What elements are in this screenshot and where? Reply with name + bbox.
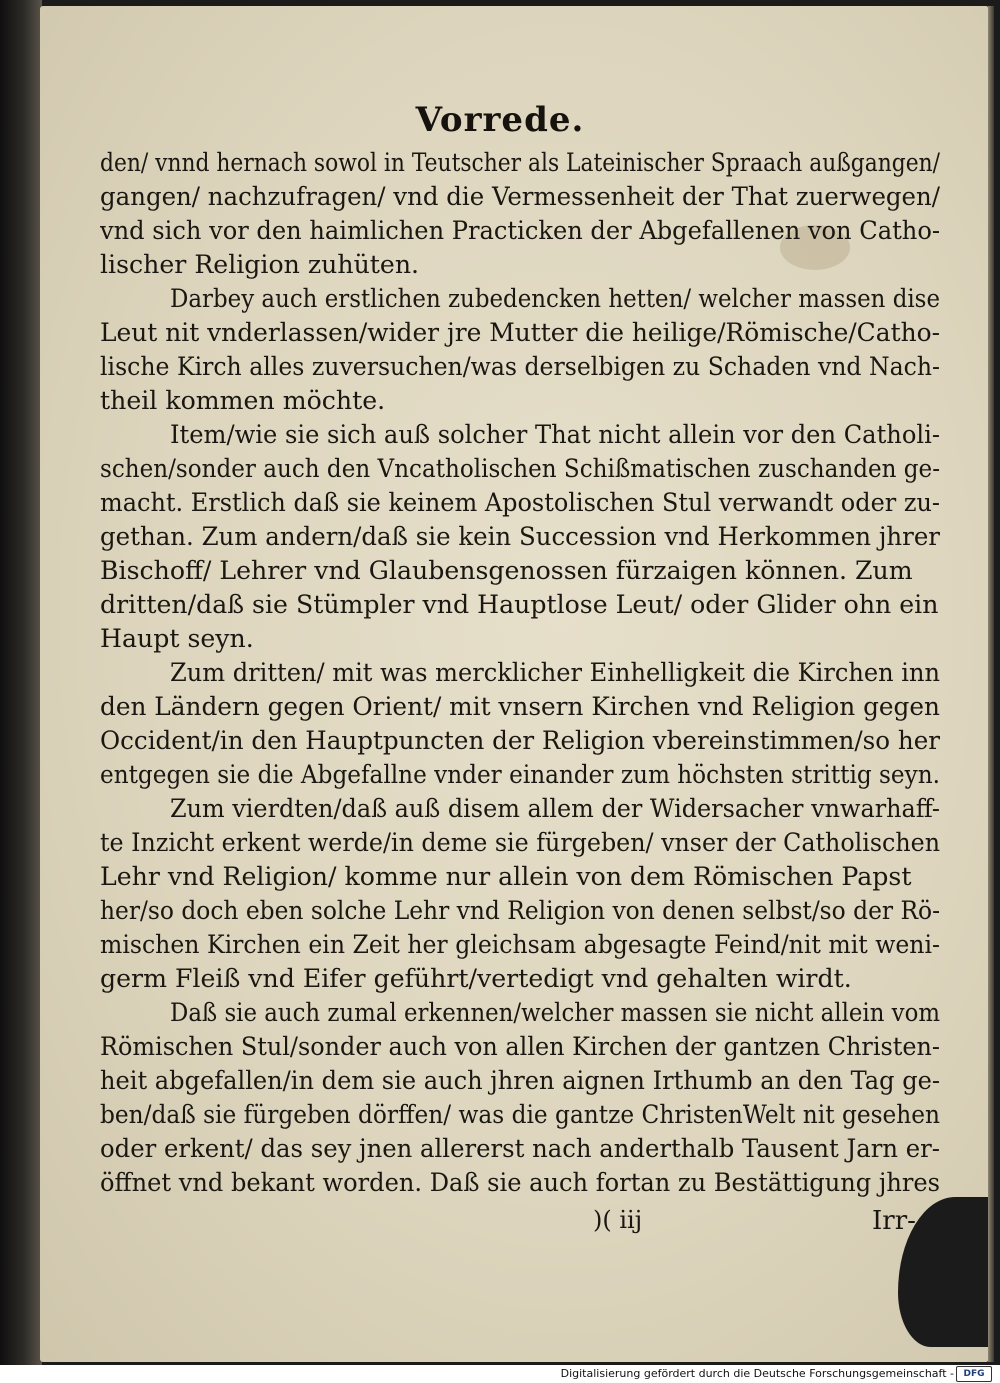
text-line: macht. Erstlich daß sie keinem Apostolischen Stul verwandt oder zu- [100, 488, 940, 517]
text-line: ben/daß sie fürgeben dörffen/ was die gantze ChristenWelt nit gesehen [100, 1100, 940, 1129]
text-line: gethan. Zum andern/daß sie kein Succession vnd Herkommen jhrer [100, 522, 940, 551]
text-line: Leut nit vnderlassen/wider jre Mutter die heilige/Römische/Catho- [100, 318, 940, 347]
text-line: Occident/in den Hauptpuncten der Religion vbereinstimmen/so her [100, 726, 940, 755]
text-line: mischen Kirchen ein Zeit her gleichsam abgesagte Feind/nit mit weni- [100, 930, 940, 959]
text-line: den Ländern gegen Orient/ mit vnsern Kirchen vnd Religion gegen [100, 692, 940, 721]
signature-mark: )( iij [593, 1206, 643, 1234]
text-line: Zum vierdten/daß auß disem allem der Widersacher vnwarhaff- [170, 794, 940, 823]
text-line: vnd sich vor den haimlichen Practicken der Abgefallenen von Catho- [100, 216, 940, 245]
text-line: Zum dritten/ mit was mercklicher Einhelligkeit die Kirchen inn [170, 658, 940, 687]
text-line: theil kommen möchte. [100, 386, 386, 415]
text-line: gangen/ nachzufragen/ vnd die Vermessenheit der That zuerwegen/ [100, 182, 940, 211]
text-line: Haupt seyn. [100, 624, 254, 653]
text-line: heit abgefallen/in dem sie auch jhren aignen Irthumb an den Tag ge- [100, 1066, 940, 1095]
text-line: lischer Religion zuhüten. [100, 250, 420, 279]
digitization-credit: Digitalisierung gefördert durch die Deutsche Forschungsgemeinschaft - [560, 1367, 954, 1380]
text-line: te Inzicht erkent werde/in deme sie fürgeben/ vnser der Catholischen [100, 828, 940, 857]
text-line: entgegen sie die Abgefallne vnder einander zum höchsten strittig seyn. [100, 760, 940, 789]
body-text [100, 146, 940, 1200]
text-line: germ Fleiß vnd Eifer geführt/vertedigt vnd gehalten wirdt. [100, 964, 852, 993]
dfg-logo: DFG [956, 1366, 992, 1382]
text-line: den/ vnnd hernach sowol in Teutscher als Lateinischer Spraach außgangen/ [100, 148, 940, 177]
text-line: Darbey auch erstlichen zubedencken hetten/ welcher massen dise [170, 284, 940, 313]
page-title: Vorrede. [415, 100, 585, 140]
text-line: dritten/daß sie Stümpler vnd Hauptlose Leut/ oder Glider ohn ein [100, 590, 939, 619]
page-edge [988, 6, 994, 1362]
text-line: Lehr vnd Religion/ komme nur allein von dem Römischen Papst [100, 862, 912, 891]
catchword: Irr- [872, 1206, 916, 1236]
text-line: öffnet vnd bekant worden. Daß sie auch fortan zu Bestättigung jhres [100, 1168, 940, 1197]
text-line: Item/wie sie sich auß solcher That nicht allein vor den Catholi- [170, 420, 940, 449]
text-line: Daß sie auch zumal erkennen/welcher massen sie nicht allein vom [170, 998, 940, 1027]
text-line: Römischen Stul/sonder auch von allen Kirchen der gantzen Christen- [100, 1032, 940, 1061]
text-line: schen/sonder auch den Vncatholischen Schißmatischen zuschanden ge- [100, 454, 940, 483]
text-line: Bischoff/ Lehrer vnd Glaubensgenossen fürzaigen können. Zum [100, 556, 913, 585]
text-line: her/so doch eben solche Lehr vnd Religion von denen selbst/so der Rö- [100, 896, 940, 925]
text-line: oder erkent/ das sey jnen allererst nach anderthalb Tausent Jarn er- [100, 1134, 940, 1163]
text-line: lische Kirch alles zuversuchen/was derselbigen zu Schaden vnd Nach- [100, 352, 940, 381]
book-spine-edge [0, 0, 42, 1365]
